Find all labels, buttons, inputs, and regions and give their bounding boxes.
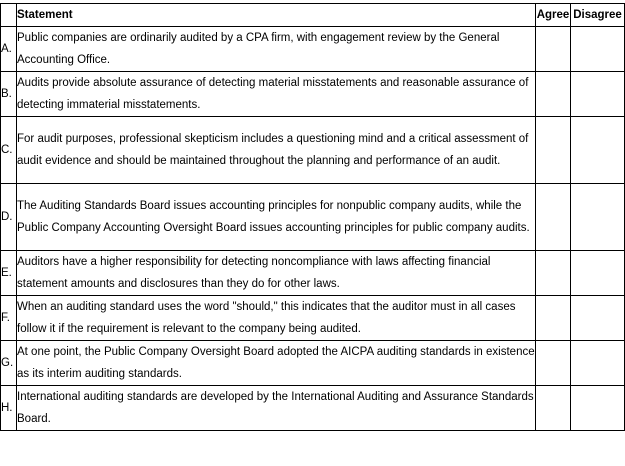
agree-cell[interactable] xyxy=(536,27,571,72)
table-row xyxy=(1,296,625,341)
agree-cell[interactable] xyxy=(536,251,571,296)
agree-cell[interactable] xyxy=(536,72,571,117)
row-statement: Audits provide absolute assurance of detecting material misstatements and reasonable assurance of detecting immaterial misstatements. xyxy=(17,72,536,117)
disagree-cell[interactable] xyxy=(571,251,625,296)
agree-cell[interactable] xyxy=(536,386,571,431)
table-row xyxy=(1,251,625,296)
row-letter: E. xyxy=(1,251,17,296)
row-statement: Auditors have a higher responsibility for detecting noncompliance with laws affecting financial statement amounts and disclosures than they do for other laws. xyxy=(17,251,536,296)
disagree-cell[interactable] xyxy=(571,296,625,341)
row-letter: C. xyxy=(1,117,17,184)
header-disagree: Disagree xyxy=(571,4,625,27)
row-letter: H. xyxy=(1,386,17,431)
header-statement: Statement xyxy=(17,4,536,27)
statement-table xyxy=(0,3,625,431)
agree-cell[interactable] xyxy=(536,296,571,341)
agree-cell[interactable] xyxy=(536,117,571,184)
agree-cell[interactable] xyxy=(536,341,571,386)
row-letter: B. xyxy=(1,72,17,117)
table-row xyxy=(1,27,625,72)
row-letter: F. xyxy=(1,296,17,341)
header-row xyxy=(1,4,625,27)
header-letter xyxy=(1,4,17,27)
agree-cell[interactable] xyxy=(536,184,571,251)
disagree-cell[interactable] xyxy=(571,184,625,251)
row-letter: G. xyxy=(1,341,17,386)
row-letter: D. xyxy=(1,184,17,251)
row-statement: Public companies are ordinarily audited by a CPA firm, with engagement review by the General Accounting Office. xyxy=(17,27,536,72)
row-letter: A. xyxy=(1,27,17,72)
disagree-cell[interactable] xyxy=(571,386,625,431)
disagree-cell[interactable] xyxy=(571,72,625,117)
table-row xyxy=(1,72,625,117)
table-row xyxy=(1,184,625,251)
row-statement: At one point, the Public Company Oversight Board adopted the AICPA auditing standards in existence as its interim auditing standards. xyxy=(17,341,536,386)
row-statement: The Auditing Standards Board issues accounting principles for nonpublic company audits, while the Public Company Accounting Oversight Board issues accounting principles for public company audits. xyxy=(17,184,536,251)
table-row xyxy=(1,117,625,184)
table-row xyxy=(1,386,625,431)
row-statement: International auditing standards are developed by the International Auditing and Assurance Standards Board. xyxy=(17,386,536,431)
disagree-cell[interactable] xyxy=(571,27,625,72)
header-agree: Agree xyxy=(536,4,571,27)
row-statement: For audit purposes, professional skepticism includes a questioning mind and a critical assessment of audit evidence and should be maintained throughout the planning and performance of an audit. xyxy=(17,117,536,184)
disagree-cell[interactable] xyxy=(571,117,625,184)
table-row xyxy=(1,341,625,386)
disagree-cell[interactable] xyxy=(571,341,625,386)
row-statement: When an auditing standard uses the word "should," this indicates that the auditor must in all cases follow it if the requirement is relevant to the company being audited. xyxy=(17,296,536,341)
